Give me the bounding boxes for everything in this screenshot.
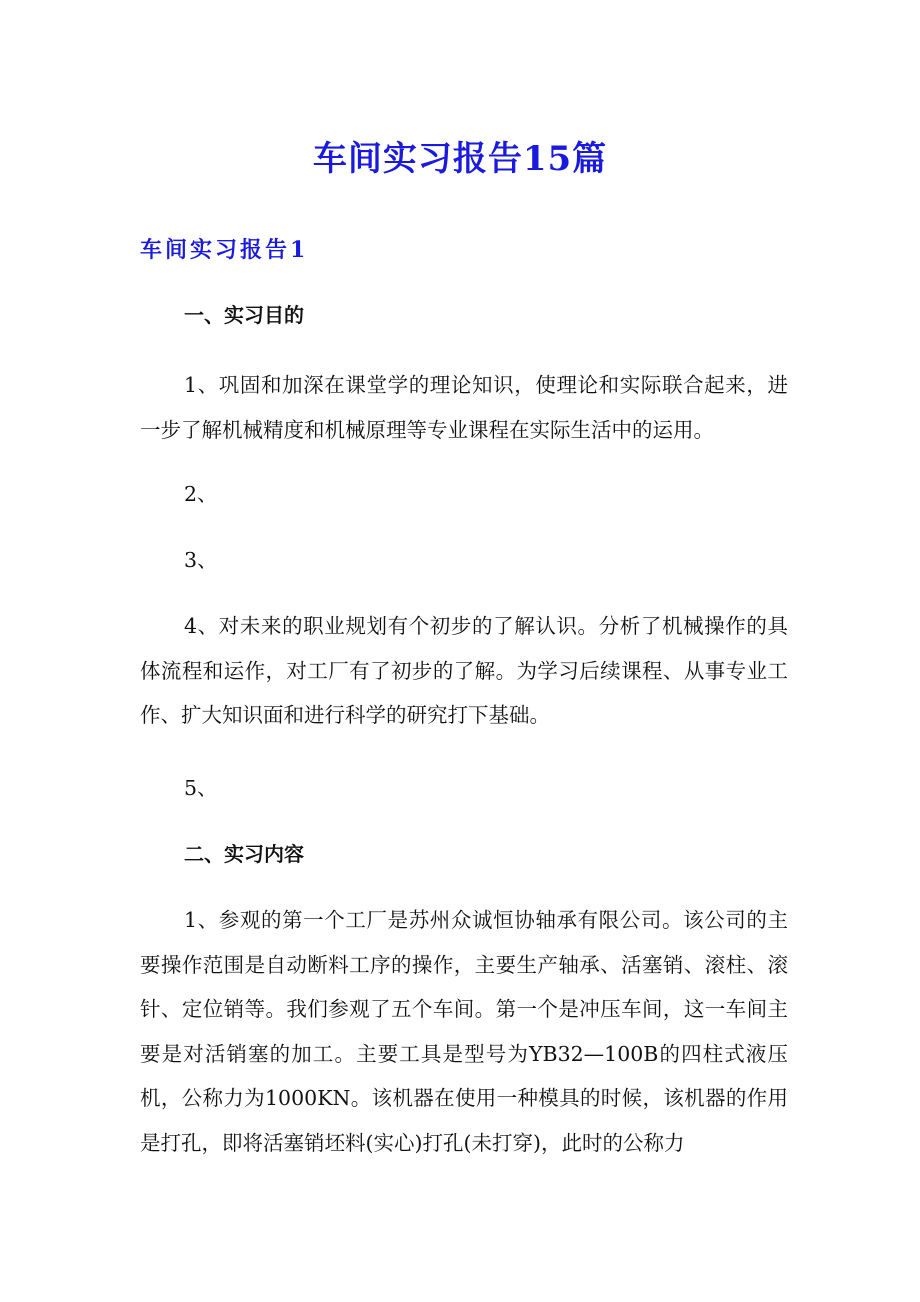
purpose-item-3: 3、 <box>184 548 218 572</box>
heading-content: 二、实习内容 <box>184 842 304 866</box>
purpose-item-1: 1、巩固和加深在课堂学的理论知识，使理论和实际联合起来，进一步了解机械精度和机械原理等专业课程在实际生活中的运用。 <box>140 373 788 442</box>
content-paragraph-1: 1、参观的第一个工厂是苏州众诚恒协轴承有限公司。该公司的主要操作范围是自动断料工序的操作，主要生产轴承、活塞销、滚柱、滚针、定位销等。我们参观了五个车间。第一个是冲压车间，这一车间主要是对活销塞的加工。主要工具是型号为YB32—100B的四柱式液压机，公称力为1000KN。该机器在使用一种模具的时候，该机器的作用是打孔，即将活塞销坯料(实心)打孔(未打穿)，此时的公称力 <box>140 908 788 1155</box>
purpose-item-2: 2、 <box>184 482 218 506</box>
purpose-item-5: 5、 <box>184 776 218 800</box>
document-title: 车间实习报告15篇 <box>312 139 608 179</box>
purpose-item-4: 4、对未来的职业规划有个初步的了解认识。分析了机械操作的具体流程和运作，对工厂有了初步的了解。为学习后续课程、从事专业工作、扩大知识面和进行科学的研究打下基础。 <box>140 614 788 728</box>
section-title: 车间实习报告1 <box>140 237 309 263</box>
heading-purpose: 一、实习目的 <box>184 303 304 327</box>
